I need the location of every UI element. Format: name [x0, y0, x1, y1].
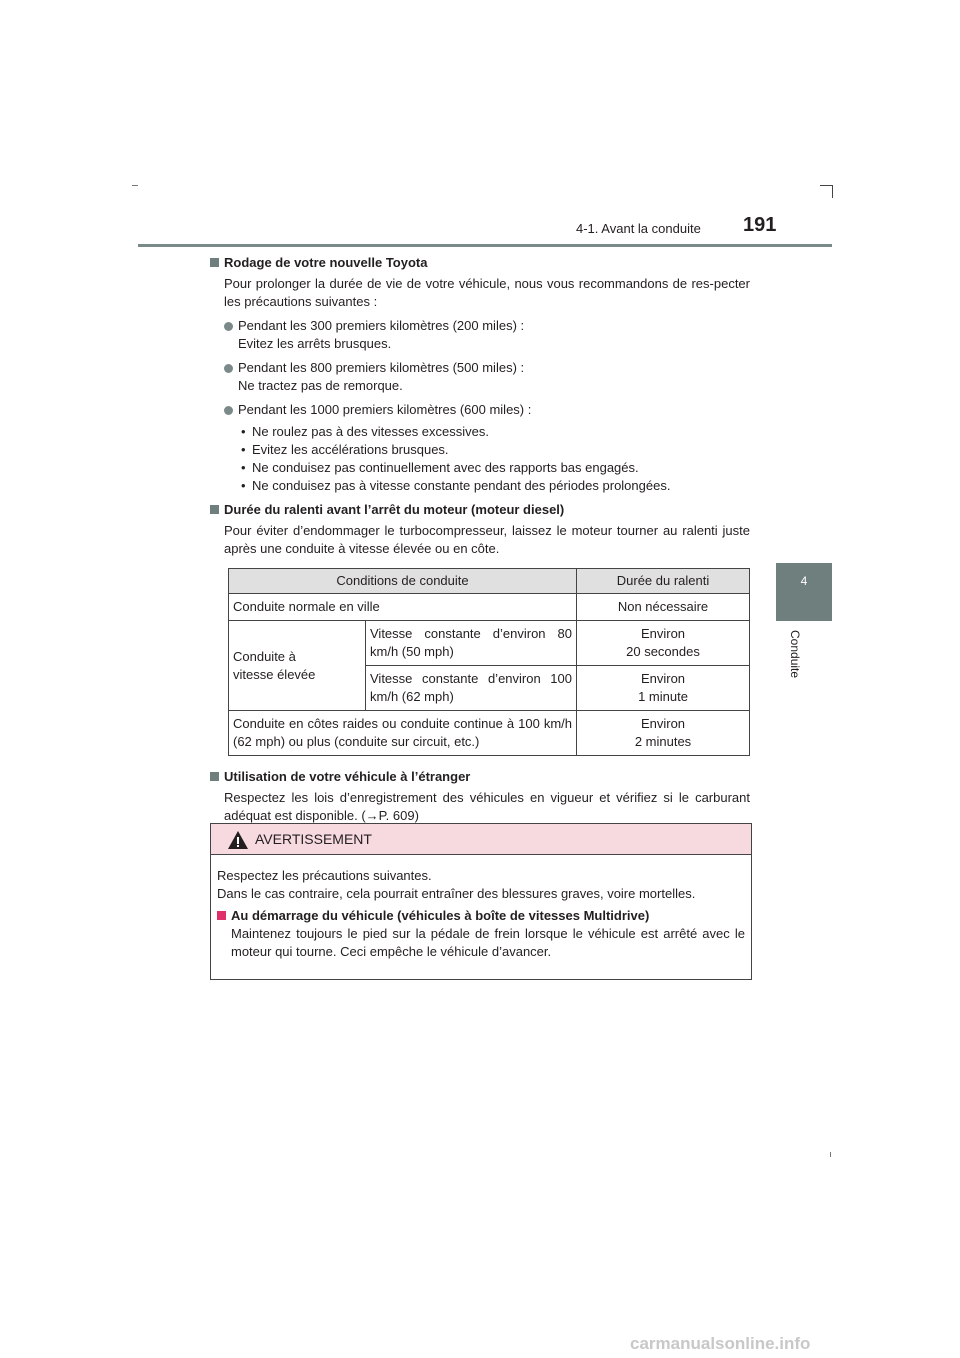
warning-header — [211, 824, 751, 855]
chapter-label: Conduite — [788, 630, 802, 679]
warning-text: Respectez les précautions suivantes. — [217, 868, 432, 883]
section-heading: Durée du ralenti avant l’arrêt du moteur (moteur diesel) — [210, 501, 750, 519]
circle-bullet-icon — [224, 322, 233, 331]
warning-triangle-icon — [227, 830, 249, 850]
sub-list-item: • Ne conduisez pas continuellement avec des rapports bas engagés. — [241, 460, 639, 475]
section-heading: Utilisation de votre véhicule à l’étranger — [210, 768, 750, 786]
chapter-tab[interactable] — [776, 563, 832, 621]
square-bullet-icon — [210, 258, 219, 267]
sub-list-item: • Ne roulez pas à des vitesses excessives. — [241, 424, 489, 439]
table-row — [229, 711, 750, 756]
crop-mark — [820, 185, 833, 198]
list-item: Pendant les 1000 premiers kilomètres (600 miles) : — [224, 401, 750, 419]
list-item: Pendant les 800 premiers kilomètres (500 miles) : Ne tractez pas de remorque. — [224, 359, 750, 395]
warning-body — [211, 855, 751, 961]
square-bullet-icon — [210, 505, 219, 514]
crop-mark — [830, 1152, 831, 1157]
paragraph: Pour prolonger la durée de vie de votre véhicule, nous vous recommandons de res-pecter les précautions suivantes : — [224, 276, 750, 309]
header-divider — [138, 244, 832, 247]
table-cell: Conduite à vitesse élevée — [229, 621, 366, 711]
section-title: 4-1. Avant la conduite — [576, 221, 701, 236]
warning-heading: Au démarrage du véhicule (véhicules à boîte de vitesses Multidrive) — [217, 907, 745, 925]
warning-title: AVERTISSEMENT — [255, 831, 372, 847]
table-header: Conditions de conduite — [229, 569, 577, 594]
table-cell: Conduite normale en ville — [229, 594, 577, 621]
watermark: carmanualsonline.info — [630, 1334, 811, 1353]
warning-text: Dans le cas contraire, cela pourrait entraîner des blessures graves, voire mortelles. — [217, 886, 696, 901]
page-number: 191 — [743, 214, 777, 236]
crop-mark — [132, 185, 138, 186]
square-bullet-icon — [210, 772, 219, 781]
chapter-number: 4 — [800, 574, 808, 588]
idle-duration-table — [228, 568, 750, 756]
table-cell: Environ 2 minutes — [577, 711, 750, 756]
paragraph: Respectez les lois d’enregistrement des véhicules en vigueur et vérifiez si le carburant adéquat est disponible. (→P. 609) — [224, 790, 750, 823]
table-row — [229, 621, 750, 666]
section-heading: Rodage de votre nouvelle Toyota — [210, 254, 750, 272]
warning-text: Maintenez toujours le pied sur la pédale de frein lorsque le véhicule est arrêté avec le moteur qui tourne. Ceci empêche le véhicule d’avancer. — [231, 926, 745, 959]
sub-list-item: • Evitez les accélérations brusques. — [241, 442, 449, 457]
table-cell: Conduite en côtes raides ou conduite continue à 100 km/h (62 mph) ou plus (conduite sur circuit, etc.) — [229, 711, 577, 756]
circle-bullet-icon — [224, 406, 233, 415]
table-cell: Environ 20 secondes — [577, 621, 750, 666]
table-cell: Environ 1 minute — [577, 666, 750, 711]
table-header: Durée du ralenti — [577, 569, 750, 594]
sub-list-item: • Ne conduisez pas à vitesse constante pendant des périodes prolongées. — [241, 478, 671, 493]
table-cell: Non nécessaire — [577, 594, 750, 621]
list-item: Pendant les 300 premiers kilomètres (200 miles) : Evitez les arrêts brusques. — [224, 317, 750, 353]
main-content — [210, 254, 750, 831]
table-header-row — [229, 569, 750, 594]
circle-bullet-icon — [224, 364, 233, 373]
warning-box — [210, 823, 752, 980]
table-cell: Vitesse constante d’environ 80 km/h (50 mph) — [366, 621, 577, 666]
square-bullet-icon — [217, 911, 226, 920]
table-cell: Vitesse constante d’environ 100 km/h (62 mph) — [366, 666, 577, 711]
table-row — [229, 594, 750, 621]
paragraph: Pour éviter d’endommager le turbocompresseur, laissez le moteur tourner au ralenti juste après une conduite à vitesse élevée ou en côte. — [224, 523, 750, 556]
